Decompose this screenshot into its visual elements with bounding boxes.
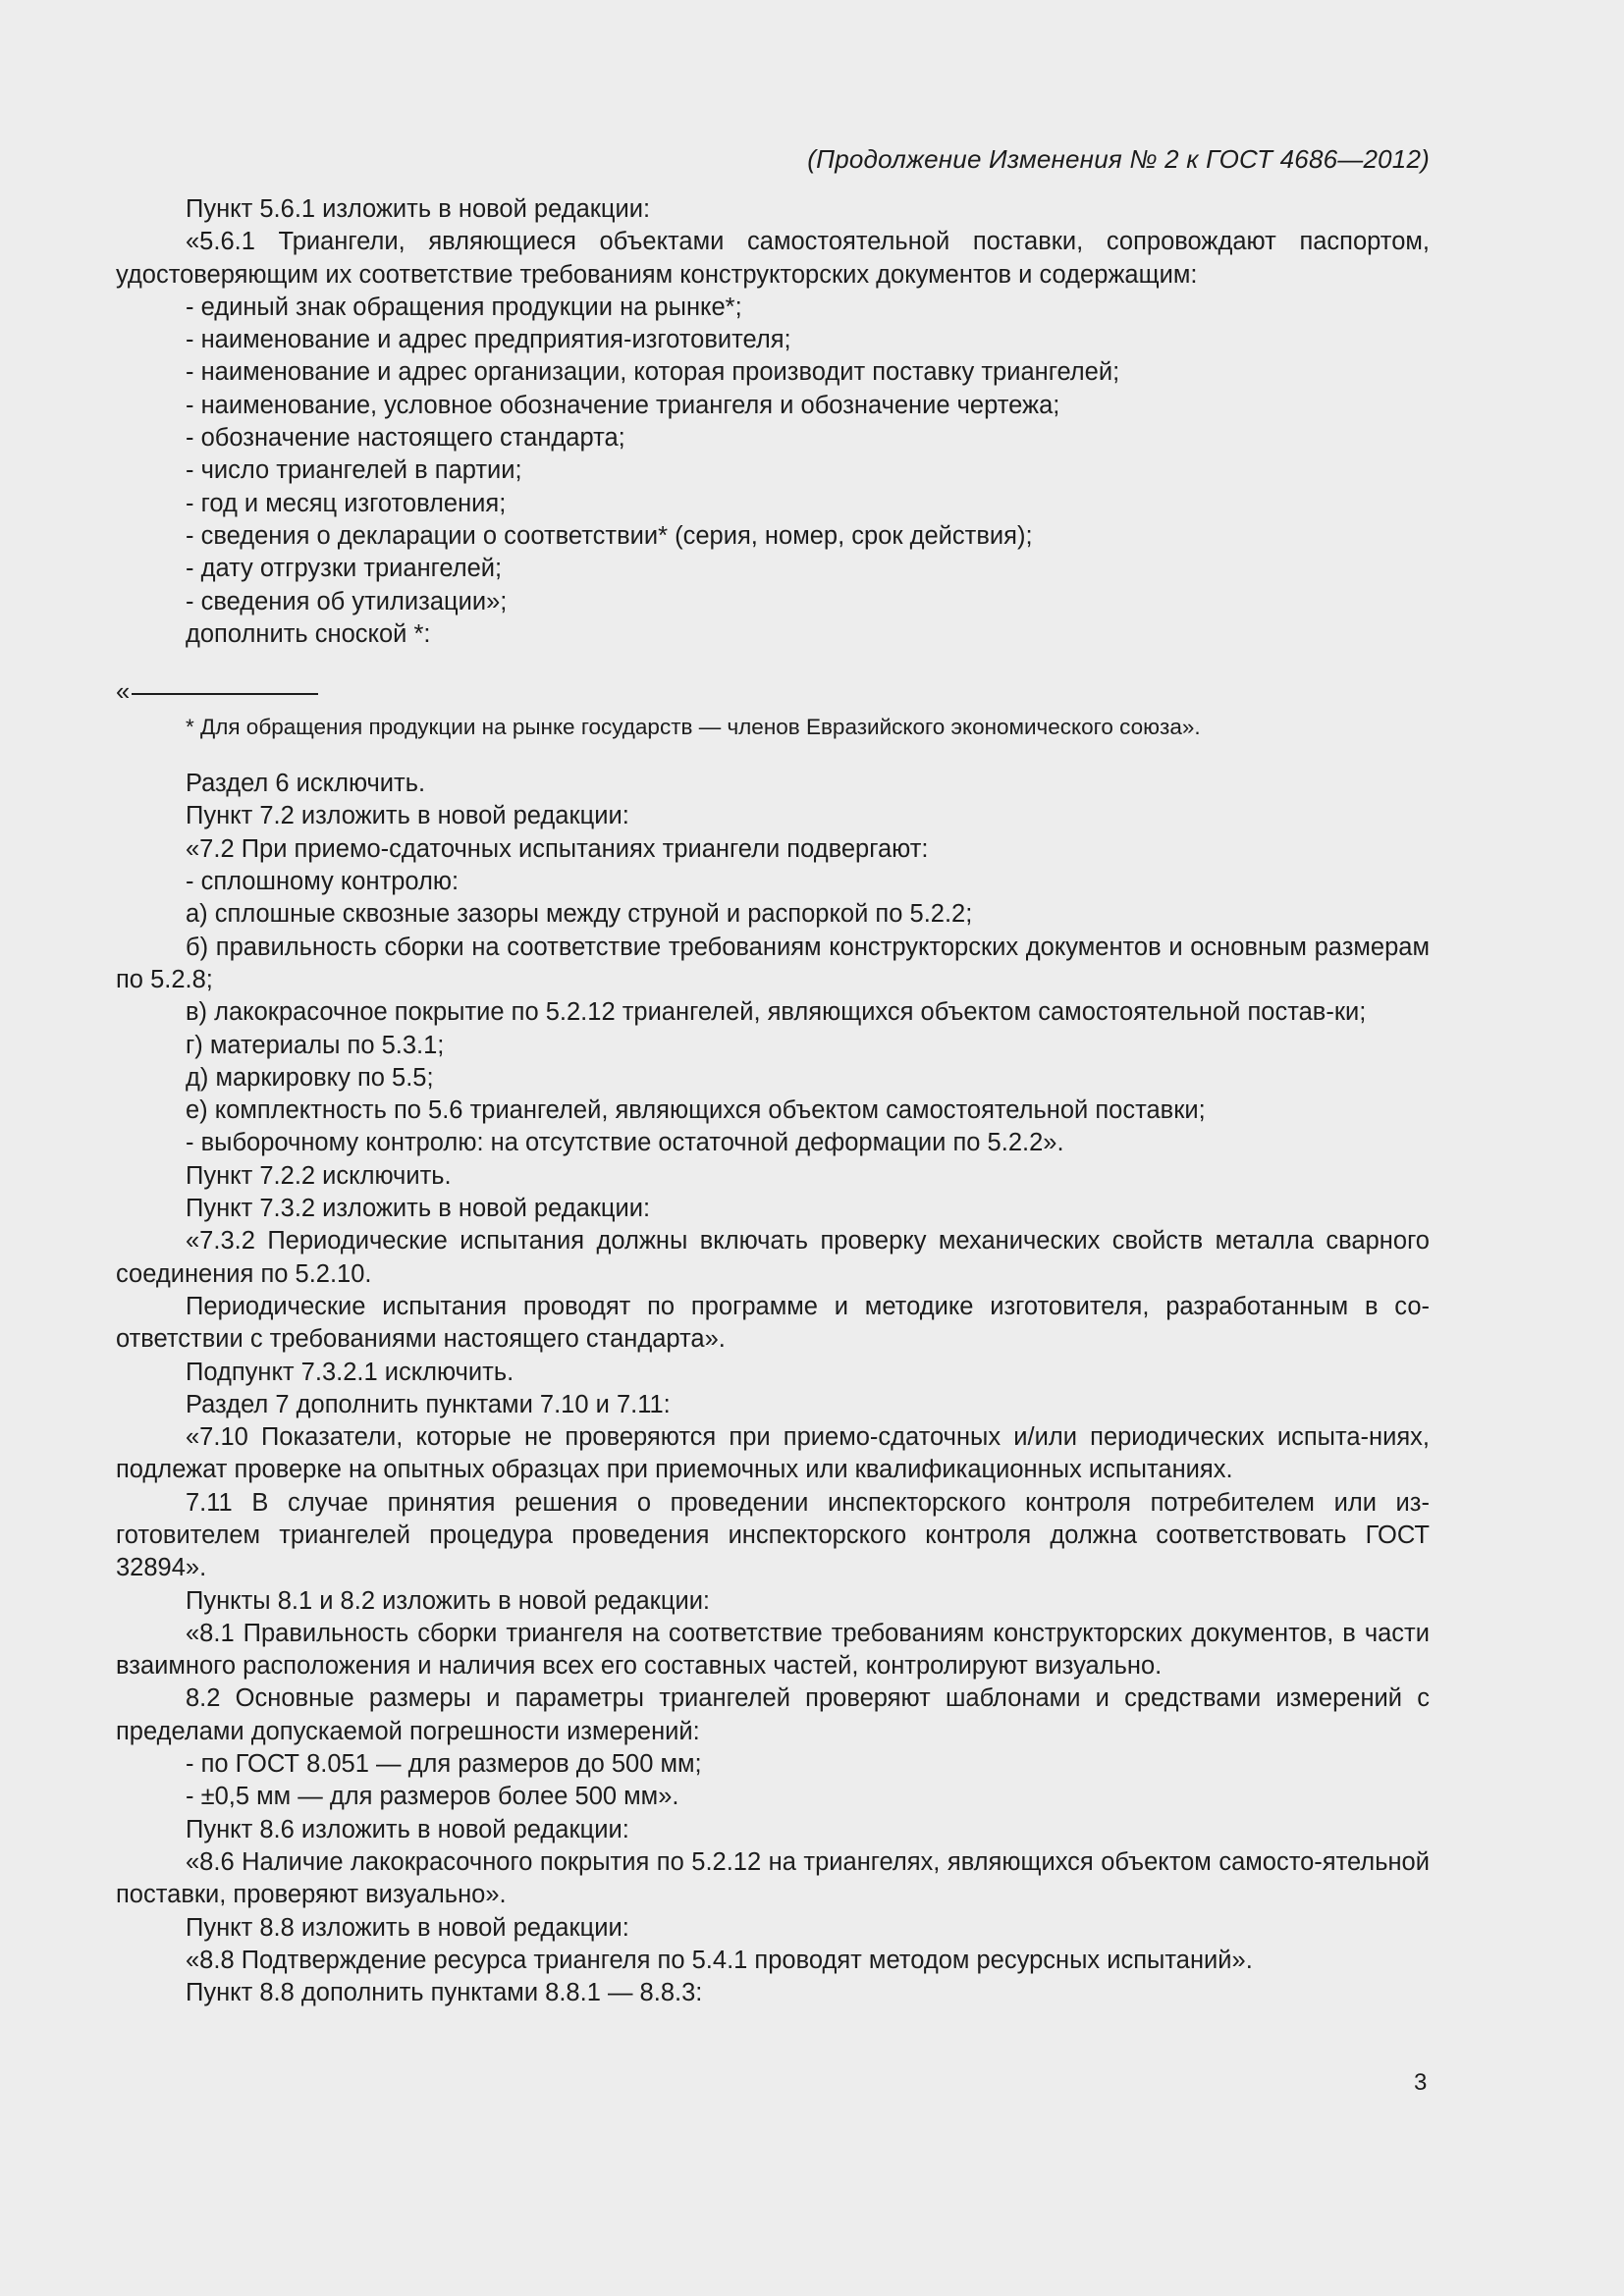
footnote-rule — [132, 693, 318, 695]
paragraph: - обозначение настоящего стандарта; — [186, 424, 625, 453]
paragraph: - наименование и адрес организации, которая производит поставку триангелей; — [186, 358, 1120, 387]
footnote-separator — [116, 676, 1430, 709]
paragraph: 7.11 В случае принятия решения о проведении инспекторского контроля потребителем или из-готовителем триангелей процедура проведения инспекторского контроля должна соответствовать ГОСТ 32894». — [116, 1488, 1430, 1582]
paragraph: Подпункт 7.3.2.1 исключить. — [186, 1358, 514, 1386]
paragraph: Пункты 8.1 и 8.2 изложить в новой редакции: — [186, 1586, 711, 1615]
paragraph: - год и месяц изготовления; — [186, 489, 507, 517]
paragraph: г) материалы по 5.3.1; — [186, 1031, 445, 1059]
footnote-text: * Для обращения продукции на рынке государств — членов Евразийского экономического союза». — [186, 715, 1201, 740]
paragraph: Пункт 8.6 изложить в новой редакции: — [186, 1815, 629, 1843]
text-block-2 — [116, 768, 1430, 2009]
paragraph: Пункт 7.3.2 изложить в новой редакции: — [186, 1195, 651, 1223]
paragraph: Пункт 8.8 дополнить пунктами 8.8.1 — 8.8.3: — [186, 1979, 703, 2007]
paragraph: «8.6 Наличие лакокрасочного покрытия по 5.2.12 на триангелях, являющихся объектом самосто-ятельной поставки, проверяют визуально». — [116, 1847, 1430, 1909]
paragraph: - сплошному контролю: — [186, 868, 460, 896]
paragraph: Периодические испытания проводят по программе и методике изготовителя, разработанным в со-ответствии с требованиями настоящего стандарта». — [116, 1292, 1430, 1354]
paragraph: Раздел 7 дополнить пунктами 7.10 и 7.11: — [186, 1390, 671, 1418]
document-page — [116, 143, 1430, 2009]
paragraph: - наименование, условное обозначение триангеля и обозначение чертежа; — [186, 391, 1060, 419]
footnote-open-quote: « — [116, 678, 131, 707]
paragraph: «8.8 Подтверждение ресурса триангеля по 5.4.1 проводят методом ресурсных испытаний». — [186, 1946, 1253, 1974]
paragraph: 8.2 Основные размеры и параметры триангелей проверяют шаблонами и средствами измерений с пределами допускаемой погрешности измерений: — [116, 1684, 1430, 1745]
paragraph: - сведения об утилизации»; — [186, 587, 508, 615]
paragraph: - единый знак обращения продукции на рынке*; — [186, 293, 742, 321]
paragraph: «8.1 Правильность сборки триангеля на соответствие требованиям конструкторских документов, в части взаимного расположения и наличия всех его составных частей, контролируют визуально. — [116, 1619, 1430, 1681]
paragraph: Раздел 6 исключить. — [186, 770, 426, 798]
paragraph: д) маркировку по 5.5; — [186, 1063, 434, 1092]
paragraph: - число триангелей в партии; — [186, 456, 522, 485]
paragraph: - наименование и адрес предприятия-изготовителя; — [186, 326, 791, 354]
paragraph: - сведения о декларации о соответствии* (серия, номер, срок действия); — [186, 521, 1033, 550]
paragraph: Пункт 7.2 изложить в новой редакции: — [186, 802, 629, 830]
paragraph: «5.6.1 Триангели, являющиеся объектами самостоятельной поставки, сопровождают паспортом, удостоверяющим их соответствие требованиям конструкторских документов и содержащим: — [116, 228, 1430, 289]
paragraph: б) правильность сборки на соответствие требованиям конструкторских документов и основным размерам по 5.2.8; — [116, 933, 1430, 993]
paragraph: - по ГОСТ 8.051 — для размеров до 500 мм; — [186, 1750, 702, 1779]
page-header: (Продолжение Изменения № 2 к ГОСТ 4686—2012) — [807, 144, 1430, 174]
paragraph: дополнить сноской *: — [186, 619, 431, 648]
paragraph: - выборочному контролю: на отсутствие остаточной деформации по 5.2.2». — [186, 1129, 1064, 1157]
text-block-1 — [116, 193, 1430, 651]
paragraph: - дату отгрузки триангелей; — [186, 555, 503, 583]
paragraph: е) комплектность по 5.6 триангелей, являющихся объектом самостоятельной поставки; — [186, 1096, 1206, 1125]
paragraph: Пункт 8.8 изложить в новой редакции: — [186, 1913, 629, 1942]
page-number: 3 — [1414, 2069, 1428, 2096]
paragraph: «7.10 Показатели, которые не проверяются при приемо-сдаточных и/или периодических испыта-ниях, подлежат проверке на опытных образцах при приемочных или квалификационных испытаниях. — [116, 1423, 1430, 1484]
paragraph: Пункт 5.6.1 изложить в новой редакции: — [186, 195, 651, 223]
paragraph: а) сплошные сквозные зазоры между струной и распоркой по 5.2.2; — [186, 900, 973, 929]
paragraph: «7.2 При приемо-сдаточных испытаниях триангели подвергают: — [186, 834, 929, 863]
paragraph: - ±0,5 мм — для размеров более 500 мм». — [186, 1783, 679, 1811]
paragraph: Пункт 7.2.2 исключить. — [186, 1161, 452, 1190]
paragraph: «7.3.2 Периодические испытания должны включать проверку механических свойств металла сварного соединения по 5.2.10. — [116, 1227, 1430, 1288]
paragraph: в) лакокрасочное покрытие по 5.2.12 триангелей, являющихся объектом самостоятельной постав-ки; — [186, 998, 1367, 1027]
